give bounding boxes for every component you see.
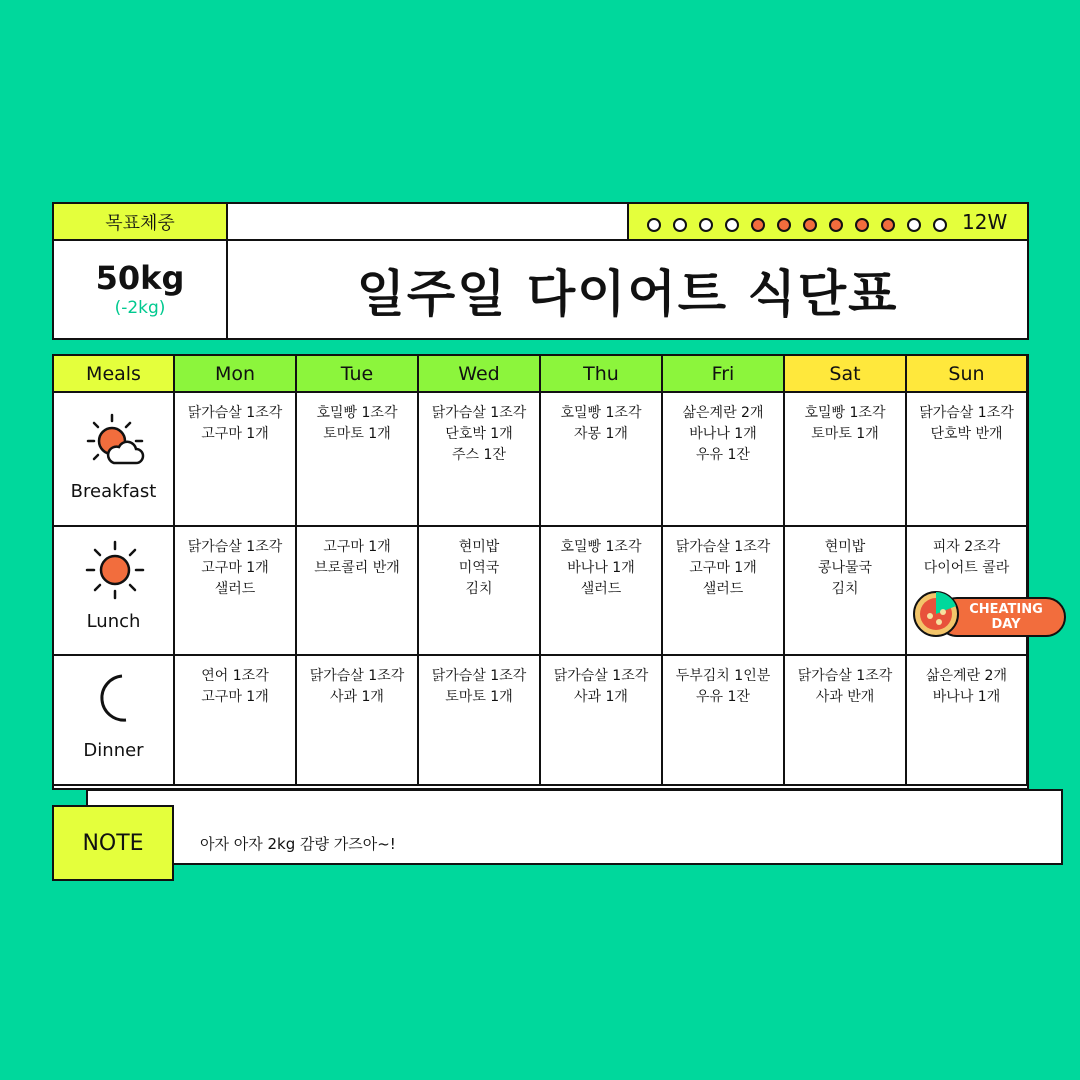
menu-item: 닭가슴살 1조각 — [309, 668, 405, 684]
sun-icon — [84, 539, 146, 605]
sun-cloud-icon — [84, 411, 146, 477]
day-header-thu — [541, 356, 663, 393]
menu-item: 사과 1개 — [330, 689, 384, 705]
day-header-sun — [907, 356, 1028, 393]
menu-item: 바나나 1개 — [689, 426, 757, 442]
menu-item: 호밀빵 1조각 — [316, 405, 398, 421]
menu-item: 호밀빵 1조각 — [560, 539, 642, 555]
menu-item: 사과 1개 — [574, 689, 628, 705]
progress-dot-filled — [881, 218, 895, 232]
meal-label: Dinner — [83, 740, 144, 761]
day-header-wed — [419, 356, 541, 393]
menu-item: 브로콜리 반개 — [314, 560, 400, 576]
day-header-label: Sat — [829, 362, 861, 385]
menu-item: 현미밥 — [824, 539, 866, 555]
menu-item: 바나나 1개 — [567, 560, 635, 576]
day-header-label: Sun — [948, 362, 985, 385]
menu-cell — [663, 393, 785, 527]
menu-cell — [785, 656, 907, 786]
menu-item: 고구마 1개 — [201, 560, 269, 576]
menu-cell — [663, 527, 785, 656]
progress-bar — [627, 202, 1029, 241]
meals-header — [54, 356, 175, 393]
menu-item: 샐러드 — [580, 581, 622, 597]
page-title: 일주일 다이어트 식단표 — [356, 264, 899, 323]
menu-item: 닭가슴살 1조각 — [187, 405, 283, 421]
progress-dot-empty — [647, 218, 661, 232]
progress-dots — [647, 214, 947, 232]
menu-item: 바나나 1개 — [932, 689, 1001, 705]
goal-weight: 50kg — [95, 258, 185, 297]
menu-item: 현미밥 — [458, 539, 500, 555]
menu-cell — [419, 393, 541, 527]
menu-item: 콩나물국 — [817, 560, 873, 576]
menu-item: 우유 1잔 — [696, 447, 750, 463]
menu-item: 단호박 반개 — [930, 426, 1003, 442]
menu-item: 미역국 — [458, 560, 500, 576]
menu-item: 닭가슴살 1조각 — [797, 668, 893, 684]
progress-dot-empty — [699, 218, 713, 232]
title-box — [226, 239, 1029, 340]
day-header-sat — [785, 356, 907, 393]
menu-item: 사과 반개 — [815, 689, 875, 705]
meal-label: Lunch — [86, 611, 141, 632]
menu-item: 고구마 1개 — [201, 689, 269, 705]
day-header-label: Mon — [214, 362, 256, 385]
menu-item: 고구마 1개 — [323, 539, 391, 555]
note-label-box — [52, 805, 174, 881]
menu-cell — [907, 656, 1028, 786]
progress-dot-filled — [777, 218, 791, 232]
progress-dot-filled — [855, 218, 869, 232]
menu-cell — [663, 656, 785, 786]
goal-label-box — [52, 202, 228, 241]
menu-cell — [175, 656, 297, 786]
menu-cell — [541, 393, 663, 527]
menu-item: 삶은계란 2개 — [926, 668, 1007, 684]
menu-cell — [297, 393, 419, 527]
meal-table — [52, 354, 1029, 790]
meal-cell-lunch — [54, 527, 175, 656]
menu-item: 피자 2조각 — [932, 539, 1001, 555]
menu-cell — [785, 527, 907, 656]
day-header-label: Tue — [340, 362, 374, 385]
cheating-day-badge — [912, 592, 1067, 638]
menu-cell — [175, 527, 297, 656]
menu-item: 김치 — [831, 581, 859, 597]
day-header-label: Thu — [583, 362, 619, 385]
menu-cell — [297, 656, 419, 786]
menu-item: 삶은계란 2개 — [682, 405, 764, 421]
menu-item: 닭가슴살 1조각 — [431, 405, 527, 421]
progress-dot-empty — [907, 218, 921, 232]
meal-label: Breakfast — [70, 481, 157, 502]
menu-item: 닭가슴살 1조각 — [431, 668, 527, 684]
menu-item: 토마토 1개 — [445, 689, 513, 705]
menu-cell — [419, 656, 541, 786]
menu-cell — [419, 527, 541, 656]
progress-dot-empty — [725, 218, 739, 232]
meals-header-label: Meals — [86, 362, 141, 385]
goal-weight-diff: (-2kg) — [114, 297, 166, 318]
progress-dot-filled — [829, 218, 843, 232]
menu-cell — [541, 527, 663, 656]
menu-item: 다이어트 콜라 — [923, 560, 1010, 576]
goal-label: 목표체중 — [105, 212, 175, 234]
menu-item: 연어 1조각 — [201, 668, 269, 684]
progress-dot-filled — [751, 218, 765, 232]
menu-item: 우유 1잔 — [696, 689, 750, 705]
menu-item: 토마토 1개 — [811, 426, 879, 442]
progress-dot-empty — [673, 218, 687, 232]
menu-cell — [175, 393, 297, 527]
day-header-label: Wed — [458, 362, 500, 385]
menu-item: 샐러드 — [214, 581, 256, 597]
meal-cell-dinner — [54, 656, 175, 786]
menu-item: 닭가슴살 1조각 — [919, 405, 1014, 421]
menu-item: 닭가슴살 1조각 — [553, 668, 649, 684]
meal-cell-breakfast — [54, 393, 175, 527]
note-box — [86, 789, 1063, 865]
menu-item: 주스 1잔 — [452, 447, 506, 463]
cheating-line2: DAY — [991, 617, 1021, 632]
menu-item: 자몽 1개 — [574, 426, 628, 442]
menu-item: 고구마 1개 — [201, 426, 269, 442]
menu-item: 단호박 1개 — [445, 426, 513, 442]
menu-item: 고구마 1개 — [689, 560, 757, 576]
note-label: NOTE — [82, 830, 144, 856]
header-blank-bar — [226, 202, 629, 241]
menu-item: 호밀빵 1조각 — [804, 405, 886, 421]
menu-item: 닭가슴살 1조각 — [675, 539, 771, 555]
cheating-line1: CHEATING — [969, 602, 1043, 617]
day-header-label: Fri — [711, 362, 735, 385]
week-label: 12W — [962, 210, 1008, 234]
menu-item: 닭가슴살 1조각 — [187, 539, 283, 555]
menu-cell — [785, 393, 907, 527]
pizza-icon — [908, 586, 964, 642]
day-header-mon — [175, 356, 297, 393]
menu-item: 호밀빵 1조각 — [560, 405, 642, 421]
menu-cell — [297, 527, 419, 656]
menu-cell — [907, 393, 1028, 527]
moon-icon — [84, 668, 146, 734]
progress-dot-empty — [933, 218, 947, 232]
progress-dot-filled — [803, 218, 817, 232]
menu-item: 토마토 1개 — [323, 426, 391, 442]
day-header-fri — [663, 356, 785, 393]
menu-item: 샐러드 — [702, 581, 744, 597]
menu-item: 김치 — [465, 581, 493, 597]
day-header-tue — [297, 356, 419, 393]
note-text: 아자 아자 2kg 감량 가즈아~! — [200, 835, 396, 853]
menu-item: 두부김치 1인분 — [675, 668, 771, 684]
goal-weight-box — [52, 239, 228, 340]
menu-cell — [541, 656, 663, 786]
